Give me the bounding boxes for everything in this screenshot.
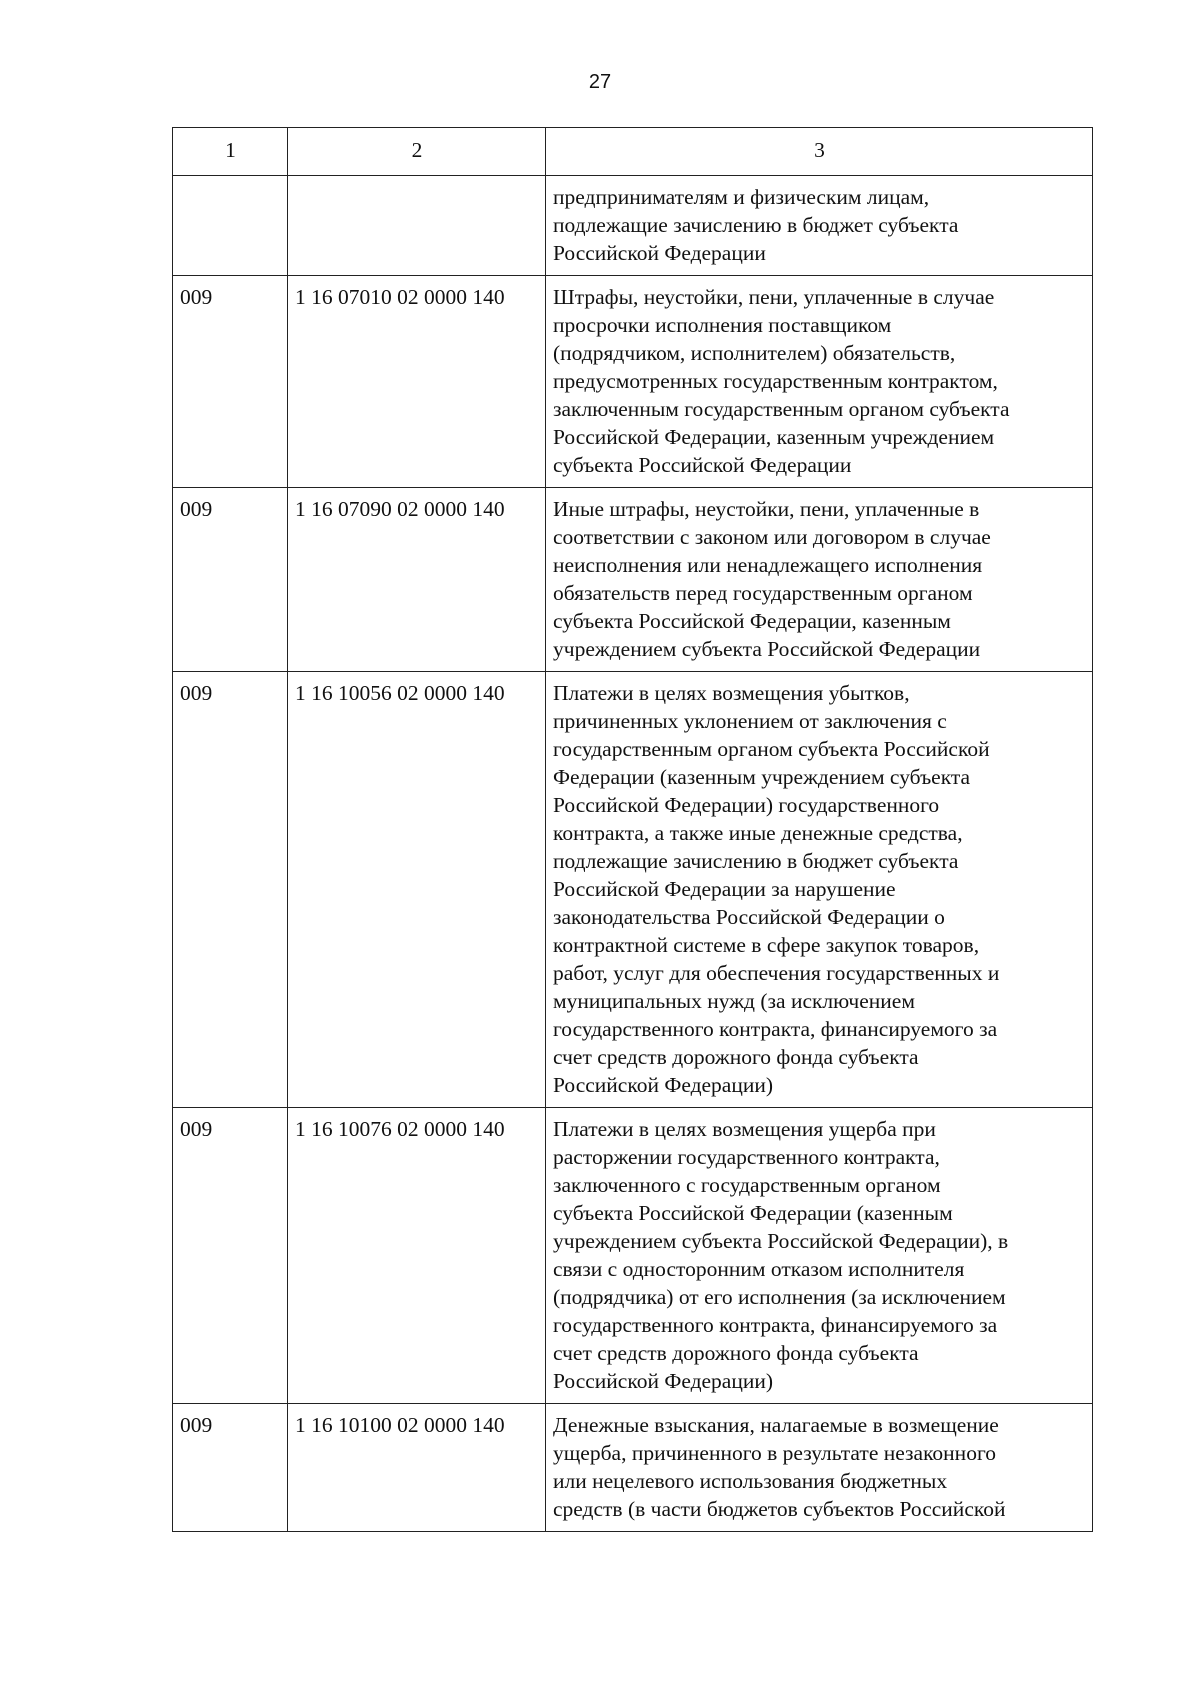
column-header-1: 1 xyxy=(173,128,288,176)
admin-code-cell: 009 xyxy=(173,1404,288,1532)
column-header-3: 3 xyxy=(546,128,1093,176)
admin-code-cell: 009 xyxy=(173,488,288,672)
admin-code-cell: 009 xyxy=(173,276,288,488)
table-row xyxy=(173,276,1093,488)
income-code-cell: 1 16 10100 02 0000 140 xyxy=(288,1404,546,1532)
income-description-cell: Денежные взыскания, налагаемые в возмещение ущерба, причиненного в результате незаконного или нецелевого использования бюджетных средств (в части бюджетов субъектов Российской xyxy=(546,1404,1093,1532)
page-number: 27 xyxy=(588,71,612,93)
admin-code-cell: 009 xyxy=(173,672,288,1108)
table-header-row xyxy=(173,128,1093,176)
column-header-2: 2 xyxy=(288,128,546,176)
income-code-cell: 1 16 10056 02 0000 140 xyxy=(288,672,546,1108)
income-code-cell: 1 16 07090 02 0000 140 xyxy=(288,488,546,672)
table-row xyxy=(173,1108,1093,1404)
table-row xyxy=(173,488,1093,672)
income-description-cell: Платежи в целях возмещения убытков, причиненных уклонением от заключения с государственным органом субъекта Российской Федерации (казенным учреждением субъекта Российской Федерации) государственного контракта, а также иные денежные средства, подлежащие зачислению в бюджет субъекта Российской Федерации за нарушение законодательства Российской Федерации о контрактной системе в сфере закупок товаров, работ, услуг для обеспечения государственных и муниципальных нужд (за исключением государственного контракта, финансируемого за счет средств дорожного фонда субъекта Российской Федерации) xyxy=(546,672,1093,1108)
table-row xyxy=(173,1404,1093,1532)
income-description-cell: предпринимателям и физическим лицам, подлежащие зачислению в бюджет субъекта Российской Федерации xyxy=(546,176,1093,276)
table-row xyxy=(173,176,1093,276)
admin-code-cell xyxy=(173,176,288,276)
income-description-cell: Иные штрафы, неустойки, пени, уплаченные в соответствии с законом или договором в случае неисполнения или ненадлежащего исполнения обязательств перед государственным органом субъекта Российской Федерации, казенным учреждением субъекта Российской Федерации xyxy=(546,488,1093,672)
income-code-cell: 1 16 07010 02 0000 140 xyxy=(288,276,546,488)
income-description-cell: Платежи в целях возмещения ущерба при расторжении государственного контракта, заключенного с государственным органом субъекта Российской Федерации (казенным учреждением субъекта Российской Федерации), в связи с односторонним отказом исполнителя (подрядчика) от его исполнения (за исключением государственного контракта, финансируемого за счет средств дорожного фонда субъекта Российской Федерации) xyxy=(546,1108,1093,1404)
income-code-cell xyxy=(288,176,546,276)
income-codes-table xyxy=(172,127,1093,1532)
income-description-cell: Штрафы, неустойки, пени, уплаченные в случае просрочки исполнения поставщиком (подрядчиком, исполнителем) обязательств, предусмотренных государственным контрактом, заключенным государственным органом субъекта Российской Федерации, казенным учреждением субъекта Российской Федерации xyxy=(546,276,1093,488)
income-code-cell: 1 16 10076 02 0000 140 xyxy=(288,1108,546,1404)
table-row xyxy=(173,672,1093,1108)
admin-code-cell: 009 xyxy=(173,1108,288,1404)
